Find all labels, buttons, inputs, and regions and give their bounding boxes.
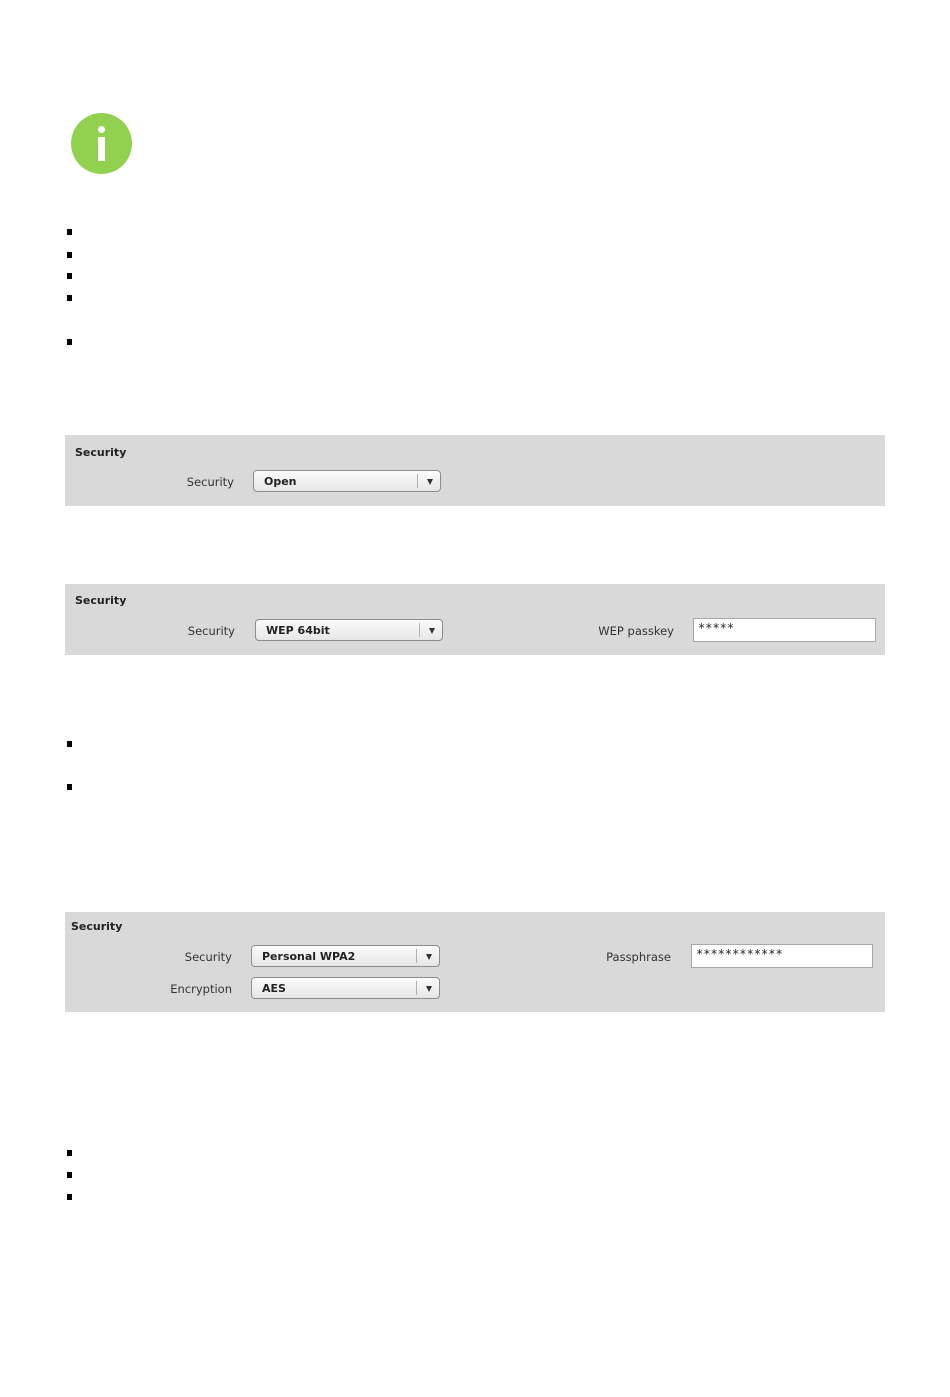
security-select-value: WEP 64bit [266, 624, 330, 637]
info-icon-dot [98, 126, 105, 133]
panel-title: Security [71, 920, 123, 933]
wep-passkey-label: WEP passkey [598, 624, 674, 638]
info-icon [71, 113, 132, 174]
list-bullet [67, 1172, 72, 1178]
panel-title: Security [75, 594, 127, 607]
panel-title: Security [75, 446, 127, 459]
security-panel-open [65, 435, 885, 506]
security-label: Security [187, 624, 235, 638]
security-select[interactable] [255, 619, 443, 641]
list-bullet [67, 295, 72, 301]
chevron-down-icon [426, 986, 432, 992]
security-select[interactable] [253, 470, 441, 492]
security-label: Security [184, 950, 232, 964]
select-separator [419, 623, 420, 637]
wep-passkey-input[interactable]: ***** [693, 618, 876, 642]
chevron-down-icon [427, 479, 433, 485]
encryption-label: Encryption [170, 982, 232, 996]
security-panel-wep [65, 584, 885, 655]
list-bullet [67, 339, 72, 345]
security-select-value: Personal WPA2 [262, 950, 356, 963]
chevron-down-icon [429, 628, 435, 634]
info-icon-stem [98, 137, 105, 161]
list-bullet [67, 741, 72, 747]
encryption-select-value: AES [262, 982, 286, 995]
security-panel-wpa [65, 912, 885, 1012]
passphrase-input[interactable]: ************ [691, 944, 873, 968]
list-bullet [67, 1194, 72, 1200]
select-separator [416, 981, 417, 995]
security-label: Security [186, 475, 234, 489]
list-bullet [67, 229, 72, 235]
list-bullet [67, 273, 72, 279]
security-select-value: Open [264, 475, 297, 488]
list-bullet [67, 784, 72, 790]
encryption-select[interactable] [251, 977, 440, 999]
list-bullet [67, 252, 72, 258]
select-separator [416, 949, 417, 963]
passphrase-label: Passphrase [606, 950, 671, 964]
select-separator [417, 474, 418, 488]
chevron-down-icon [426, 954, 432, 960]
list-bullet [67, 1150, 72, 1156]
security-select[interactable] [251, 945, 440, 967]
